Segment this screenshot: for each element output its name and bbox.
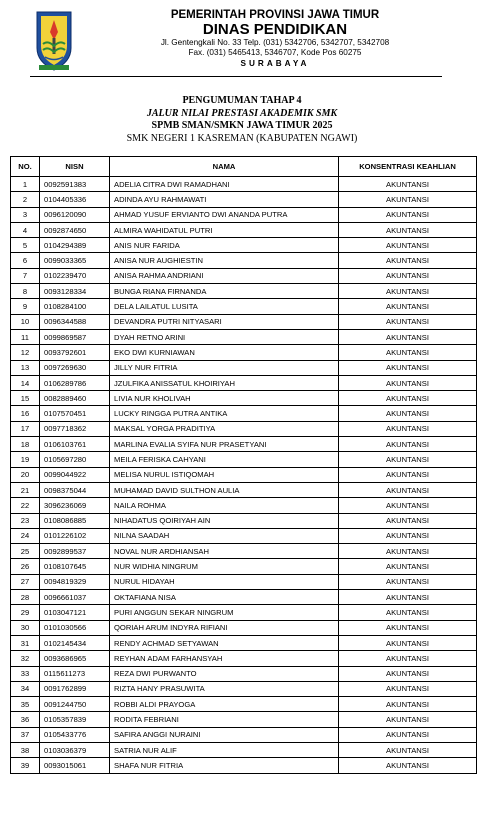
- table-row: [11, 268, 477, 283]
- cell-konsentrasi: AKUNTANSI: [339, 712, 477, 727]
- cell-no: 3: [11, 207, 40, 222]
- cell-no: 8: [11, 284, 40, 299]
- cell-no: 23: [11, 513, 40, 528]
- cell-nama: MAKSAL YORGA PRADITIYA: [110, 421, 339, 436]
- cell-nama: ROBBI ALDI PRAYOGA: [110, 697, 339, 712]
- table-row: [11, 651, 477, 666]
- cell-nama: DYAH RETNO ARINI: [110, 329, 339, 344]
- cell-nisn: 0105697280: [40, 452, 110, 467]
- cell-no: 4: [11, 222, 40, 237]
- cell-no: 6: [11, 253, 40, 268]
- cell-konsentrasi: AKUNTANSI: [339, 635, 477, 650]
- table-row: [11, 360, 477, 375]
- cell-konsentrasi: AKUNTANSI: [339, 513, 477, 528]
- table-row: [11, 635, 477, 650]
- cell-konsentrasi: AKUNTANSI: [339, 758, 477, 773]
- cell-nama: DELA LAILATUL LUSITA: [110, 299, 339, 314]
- cell-nama: MUHAMAD DAVID SULTHON AULIA: [110, 482, 339, 497]
- table-row: [11, 467, 477, 482]
- cell-nisn: 0108107645: [40, 559, 110, 574]
- table-row: [11, 758, 477, 773]
- cell-no: 27: [11, 574, 40, 589]
- cell-konsentrasi: AKUNTANSI: [339, 605, 477, 620]
- government-name: PEMERINTAH PROVINSI JAWA TIMUR: [170, 9, 380, 21]
- header-nisn: NISN: [40, 157, 110, 177]
- cell-nisn: 0102239470: [40, 268, 110, 283]
- cell-nisn: 0101226102: [40, 528, 110, 543]
- cell-konsentrasi: AKUNTANSI: [339, 742, 477, 757]
- announcement-school: SMK NEGERI 1 KASREMAN (KABUPATEN NGAWI): [126, 132, 358, 144]
- cell-no: 5: [11, 238, 40, 253]
- cell-nama: BUNGA RIANA FIRNANDA: [110, 284, 339, 299]
- cell-nisn: 0099044922: [40, 467, 110, 482]
- cell-nisn: 0092591383: [40, 177, 110, 192]
- table-row: [11, 222, 477, 237]
- cell-no: 1: [11, 177, 40, 192]
- cell-konsentrasi: AKUNTANSI: [339, 559, 477, 574]
- cell-no: 20: [11, 467, 40, 482]
- cell-nisn: 0099869587: [40, 329, 110, 344]
- table-row: [11, 574, 477, 589]
- cell-nisn: 0093686965: [40, 651, 110, 666]
- cell-nisn: 0091762899: [40, 681, 110, 696]
- cell-konsentrasi: AKUNTANSI: [339, 406, 477, 421]
- cell-no: 25: [11, 544, 40, 559]
- address-line-2: Fax. (031) 5465413, 5346707, Kode Pos 60275: [188, 48, 362, 57]
- cell-nama: AHMAD YUSUF ERVIANTO DWI ANANDA PUTRA: [110, 207, 339, 222]
- cell-konsentrasi: AKUNTANSI: [339, 238, 477, 253]
- table-row: [11, 253, 477, 268]
- cell-no: 14: [11, 375, 40, 390]
- cell-no: 10: [11, 314, 40, 329]
- cell-konsentrasi: AKUNTANSI: [339, 651, 477, 666]
- cell-konsentrasi: AKUNTANSI: [339, 391, 477, 406]
- table-row: [11, 681, 477, 696]
- cell-konsentrasi: AKUNTANSI: [339, 697, 477, 712]
- cell-nama: NUR WIDHIA NINGRUM: [110, 559, 339, 574]
- cell-nisn: 0091244750: [40, 697, 110, 712]
- cell-nama: SHAFA NUR FITRIA: [110, 758, 339, 773]
- cell-nisn: 0108284100: [40, 299, 110, 314]
- cell-nama: EKO DWI KURNIAWAN: [110, 345, 339, 360]
- cell-nisn: 0093015061: [40, 758, 110, 773]
- cell-konsentrasi: AKUNTANSI: [339, 467, 477, 482]
- table-row: [11, 452, 477, 467]
- cell-konsentrasi: AKUNTANSI: [339, 177, 477, 192]
- cell-no: 37: [11, 727, 40, 742]
- cell-nisn: 0093792601: [40, 345, 110, 360]
- announcement-title: [0, 95, 484, 145]
- cell-konsentrasi: AKUNTANSI: [339, 528, 477, 543]
- table-row: [11, 207, 477, 222]
- cell-no: 33: [11, 666, 40, 681]
- cell-no: 38: [11, 742, 40, 757]
- table-row: [11, 528, 477, 543]
- cell-no: 30: [11, 620, 40, 635]
- cell-nama: SATRIA NUR ALIF: [110, 742, 339, 757]
- cell-no: 18: [11, 437, 40, 452]
- address-line-1: Jl. Gentengkali No. 33 Telp. (031) 5342706, 5342707, 5342708: [160, 38, 390, 47]
- cell-nama: LIVIA NUR KHOLIVAH: [110, 391, 339, 406]
- table-row: [11, 590, 477, 605]
- table-row: [11, 697, 477, 712]
- table-row: [11, 421, 477, 436]
- cell-no: 26: [11, 559, 40, 574]
- cell-konsentrasi: AKUNTANSI: [339, 268, 477, 283]
- cell-nama: NIHADATUS QOIRIYAH AIN: [110, 513, 339, 528]
- cell-no: 39: [11, 758, 40, 773]
- cell-konsentrasi: AKUNTANSI: [339, 329, 477, 344]
- cell-nisn: 0105357839: [40, 712, 110, 727]
- cell-no: 19: [11, 452, 40, 467]
- table-row: [11, 177, 477, 192]
- table-row: [11, 544, 477, 559]
- cell-no: 16: [11, 406, 40, 421]
- table-row: [11, 727, 477, 742]
- cell-nama: MEILA FERISKA CAHYANI: [110, 452, 339, 467]
- cell-nisn: 0092899537: [40, 544, 110, 559]
- cell-no: 34: [11, 681, 40, 696]
- cell-no: 2: [11, 192, 40, 207]
- table-row: [11, 437, 477, 452]
- cell-nisn: 0106103761: [40, 437, 110, 452]
- cell-no: 31: [11, 635, 40, 650]
- cell-nisn: 0108086885: [40, 513, 110, 528]
- cell-nama: MELISA NURUL ISTIQOMAH: [110, 467, 339, 482]
- cell-no: 21: [11, 482, 40, 497]
- cell-nama: JZULFIKA ANISSATUL KHOIRIYAH: [110, 375, 339, 390]
- cell-nama: REZA DWI PURWANTO: [110, 666, 339, 681]
- table-row: [11, 345, 477, 360]
- table-row: [11, 498, 477, 513]
- table-row: [11, 284, 477, 299]
- table-row: [11, 742, 477, 757]
- cell-nama: RIZTA HANY PRASUWITA: [110, 681, 339, 696]
- cell-nisn: 0097718362: [40, 421, 110, 436]
- cell-no: 12: [11, 345, 40, 360]
- cell-nama: DEVANDRA PUTRI NITYASARI: [110, 314, 339, 329]
- cell-konsentrasi: AKUNTANSI: [339, 314, 477, 329]
- east-java-emblem-icon: [34, 10, 74, 72]
- cell-konsentrasi: AKUNTANSI: [339, 590, 477, 605]
- cell-konsentrasi: AKUNTANSI: [339, 284, 477, 299]
- table-row: [11, 513, 477, 528]
- cell-nama: NAILA ROHMA: [110, 498, 339, 513]
- cell-nisn: 0104405336: [40, 192, 110, 207]
- cell-nisn: 0099033365: [40, 253, 110, 268]
- cell-konsentrasi: AKUNTANSI: [339, 360, 477, 375]
- cell-nisn: 0096344588: [40, 314, 110, 329]
- table-row: [11, 605, 477, 620]
- table-row: [11, 329, 477, 344]
- letterhead-divider: [30, 76, 442, 77]
- cell-nisn: 0096120090: [40, 207, 110, 222]
- cell-nama: SAFIRA ANGGI NURAINI: [110, 727, 339, 742]
- cell-konsentrasi: AKUNTANSI: [339, 727, 477, 742]
- table-row: [11, 712, 477, 727]
- cell-no: 36: [11, 712, 40, 727]
- cell-nama: RENDY ACHMAD SETYAWAN: [110, 635, 339, 650]
- results-table: [10, 156, 477, 774]
- cell-nama: ANIS NUR FARIDA: [110, 238, 339, 253]
- table-row: [11, 238, 477, 253]
- cell-nama: ADELIA CITRA DWI RAMADHANI: [110, 177, 339, 192]
- table-row: [11, 406, 477, 421]
- cell-nama: ANISA RAHMA ANDRIANI: [110, 268, 339, 283]
- cell-nisn: 0103047121: [40, 605, 110, 620]
- cell-konsentrasi: AKUNTANSI: [339, 299, 477, 314]
- cell-nama: PURI ANGGUN SEKAR NINGRUM: [110, 605, 339, 620]
- table-row: [11, 666, 477, 681]
- cell-nisn: 0107570451: [40, 406, 110, 421]
- cell-no: 7: [11, 268, 40, 283]
- cell-nisn: 0105433776: [40, 727, 110, 742]
- cell-nisn: 0104294389: [40, 238, 110, 253]
- cell-no: 9: [11, 299, 40, 314]
- table-row: [11, 314, 477, 329]
- cell-no: 15: [11, 391, 40, 406]
- cell-nama: MARLINA EVALIA SYIFA NUR PRASETYANI: [110, 437, 339, 452]
- cell-nama: LUCKY RINGGA PUTRA ANTIKA: [110, 406, 339, 421]
- cell-nama: NOVAL NUR ARDHIANSAH: [110, 544, 339, 559]
- letterhead: [0, 0, 484, 78]
- city-name: SURABAYA: [240, 59, 310, 68]
- table-row: [11, 192, 477, 207]
- cell-nama: REYHAN ADAM FARHANSYAH: [110, 651, 339, 666]
- cell-no: 32: [11, 651, 40, 666]
- cell-konsentrasi: AKUNTANSI: [339, 222, 477, 237]
- header-nama: NAMA: [110, 157, 339, 177]
- cell-nisn: 0101030566: [40, 620, 110, 635]
- cell-nisn: 3096236069: [40, 498, 110, 513]
- cell-no: 28: [11, 590, 40, 605]
- cell-konsentrasi: AKUNTANSI: [339, 253, 477, 268]
- cell-nisn: 0094819329: [40, 574, 110, 589]
- cell-nama: JILLY NUR FITRIA: [110, 360, 339, 375]
- cell-no: 35: [11, 697, 40, 712]
- cell-konsentrasi: AKUNTANSI: [339, 498, 477, 513]
- cell-nisn: 0102145434: [40, 635, 110, 650]
- cell-konsentrasi: AKUNTANSI: [339, 666, 477, 681]
- announcement-stage: PENGUMUMAN TAHAP 4: [182, 95, 302, 106]
- cell-nama: ANISA NUR AUGHIESTIN: [110, 253, 339, 268]
- cell-nisn: 0098375044: [40, 482, 110, 497]
- cell-nisn: 0097269630: [40, 360, 110, 375]
- table-row: [11, 391, 477, 406]
- announcement-program: SPMB SMAN/SMKN JAWA TIMUR 2025: [151, 120, 333, 131]
- announcement-pathway: JALUR NILAI PRESTASI AKADEMIK SMK: [146, 107, 338, 119]
- table-row: [11, 482, 477, 497]
- cell-nisn: 0106289786: [40, 375, 110, 390]
- cell-no: 11: [11, 329, 40, 344]
- cell-nama: RODITA FEBRIANI: [110, 712, 339, 727]
- cell-nama: QORIAH ARUM INDYRA RIFIANI: [110, 620, 339, 635]
- cell-no: 22: [11, 498, 40, 513]
- cell-konsentrasi: AKUNTANSI: [339, 544, 477, 559]
- header-konsentrasi: KONSENTRASI KEAHLIAN: [339, 157, 477, 177]
- cell-konsentrasi: AKUNTANSI: [339, 482, 477, 497]
- cell-konsentrasi: AKUNTANSI: [339, 620, 477, 635]
- table-row: [11, 559, 477, 574]
- cell-konsentrasi: AKUNTANSI: [339, 681, 477, 696]
- cell-nama: ADINDA AYU RAHMAWATI: [110, 192, 339, 207]
- cell-konsentrasi: AKUNTANSI: [339, 192, 477, 207]
- cell-nama: NURUL HIDAYAH: [110, 574, 339, 589]
- table-row: [11, 620, 477, 635]
- cell-no: 13: [11, 360, 40, 375]
- cell-konsentrasi: AKUNTANSI: [339, 375, 477, 390]
- table-row: [11, 375, 477, 390]
- cell-nisn: 0103036379: [40, 742, 110, 757]
- cell-konsentrasi: AKUNTANSI: [339, 437, 477, 452]
- cell-nisn: 0093128334: [40, 284, 110, 299]
- cell-konsentrasi: AKUNTANSI: [339, 207, 477, 222]
- cell-konsentrasi: AKUNTANSI: [339, 421, 477, 436]
- cell-nisn: 0115611273: [40, 666, 110, 681]
- cell-nama: OKTAFIANA NISA: [110, 590, 339, 605]
- table-row: [11, 299, 477, 314]
- cell-konsentrasi: AKUNTANSI: [339, 345, 477, 360]
- cell-nisn: 0092874650: [40, 222, 110, 237]
- letterhead-text: [110, 9, 440, 69]
- cell-no: 29: [11, 605, 40, 620]
- department-name: DINAS PENDIDIKAN: [202, 21, 348, 38]
- cell-nisn: 0082889460: [40, 391, 110, 406]
- cell-no: 17: [11, 421, 40, 436]
- cell-nama: NILNA SAADAH: [110, 528, 339, 543]
- cell-konsentrasi: AKUNTANSI: [339, 574, 477, 589]
- header-no: NO.: [11, 157, 40, 177]
- cell-nama: ALMIRA WAHIDATUL PUTRI: [110, 222, 339, 237]
- cell-nisn: 0096661037: [40, 590, 110, 605]
- table-header-row: [11, 157, 477, 177]
- cell-konsentrasi: AKUNTANSI: [339, 452, 477, 467]
- cell-no: 24: [11, 528, 40, 543]
